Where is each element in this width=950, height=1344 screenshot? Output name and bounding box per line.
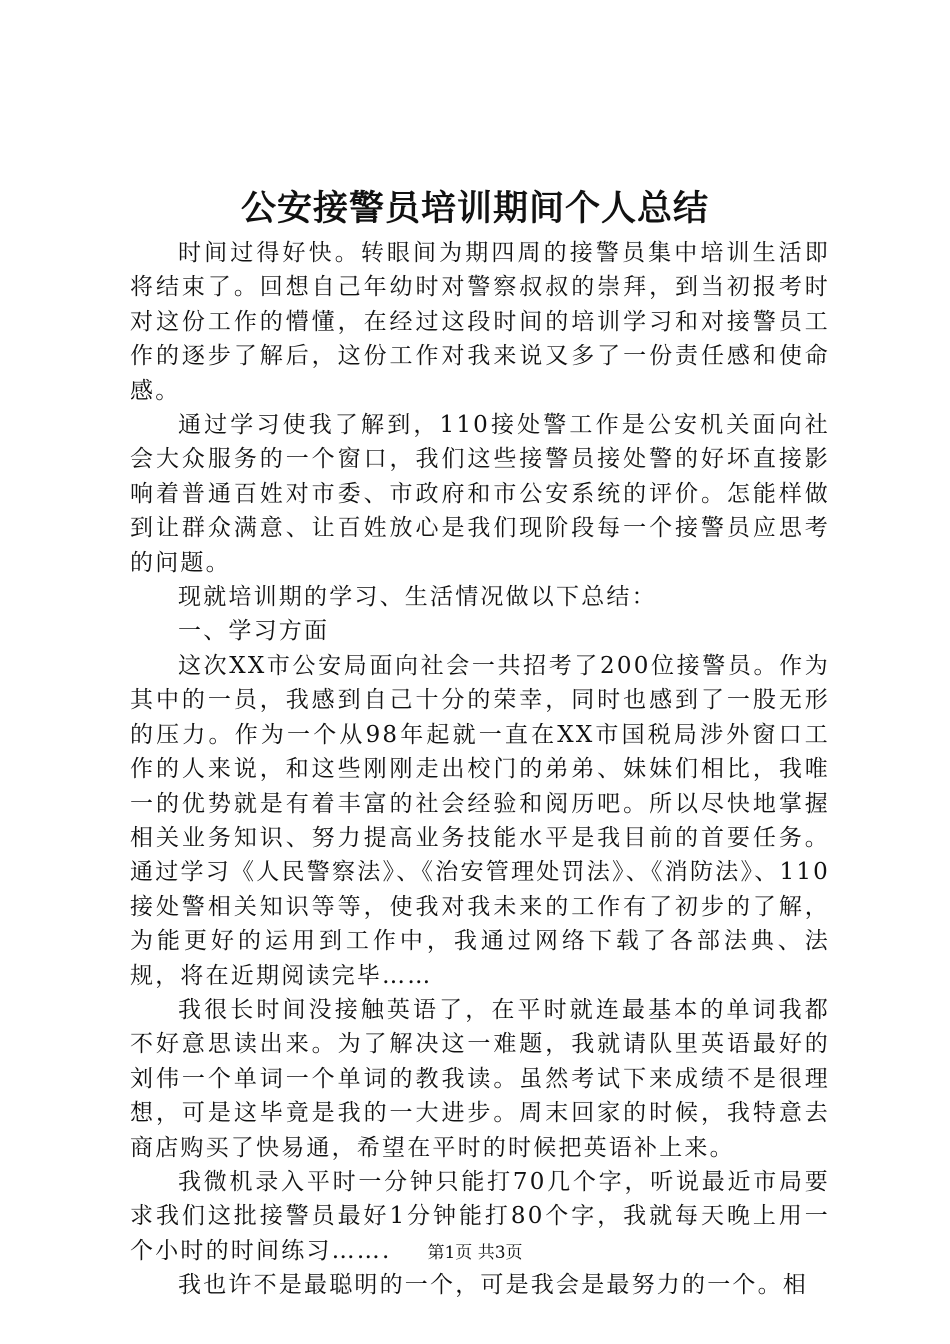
document-title: 公安接警员培训期间个人总结: [240, 188, 709, 229]
paragraph: 这次XX市公安局面向社会一共招考了200位接警员。作为其中的一员，我感到自己十分的荣幸，同时也感到了一股无形的压力。作为一个从98年起就一直在XX市国税局涉外窗口工作的人来说，和这些刚刚走出校门的弟弟、妹妹们相比，我唯一的优势就是有着丰富的社会经验和阅历吧。所以尽快地掌握相关业务知识、努力提高业务技能水平是我目前的首要任务。通过学习《人民警察法》、《治安管理处罚法》、《消防法》、110接处警相关知识等等，使我对我未来的工作有了初步的了解，为能更好的运用到工作中，我通过网络下载了各部法典、法规，将在近期阅读完毕……: [130, 652, 830, 989]
paragraph: 我微机录入平时一分钟只能打70几个字，听说最近市局要求我们这批接警员最好1分钟能打80个字，我就每天晚上用一个小时的时间练习…….: [130, 1168, 830, 1264]
paragraph: 我也许不是最聪明的一个，可是我会是最努力的一个。相: [178, 1272, 808, 1299]
page-footer: 第1页 共3页: [427, 1243, 523, 1263]
paragraph: 通过学习使我了解到，110接处警工作是公安机关面向社会大众服务的一个窗口，我们这些接警员接处警的好坏直接影响着普通百姓对市委、市政府和市公安系统的评价。怎能样做到让群众满意、让百姓放心是我们现阶段每一个接警员应思考的问题。: [130, 412, 830, 576]
paragraph: 我很长时间没接触英语了，在平时就连最基本的单词我都不好意思读出来。为了解决这一难题，我就请队里英语最好的刘伟一个单词一个单词的教我读。虽然考试下来成绩不是很理想，可是这毕竟是我的一大进步。周末回家的时候，我特意去商店购买了快易通，希望在平时的时候把英语补上来。: [130, 996, 830, 1161]
paragraph: 时间过得好快。转眼间为期四周的接警员集中培训生活即将结束了。回想自己年幼时对警察叔叔的崇拜，到当初报考时对这份工作的懵懂，在经过这段时间的培训学习和对接警员工作的逐步了解后，这份工作对我来说又多了一份责任感和使命感。: [130, 240, 830, 404]
section-heading: 一、学习方面: [178, 618, 330, 645]
paragraph: 现就培训期的学习、生活情况做以下总结：: [178, 584, 657, 611]
document-body: [130, 236, 830, 1303]
